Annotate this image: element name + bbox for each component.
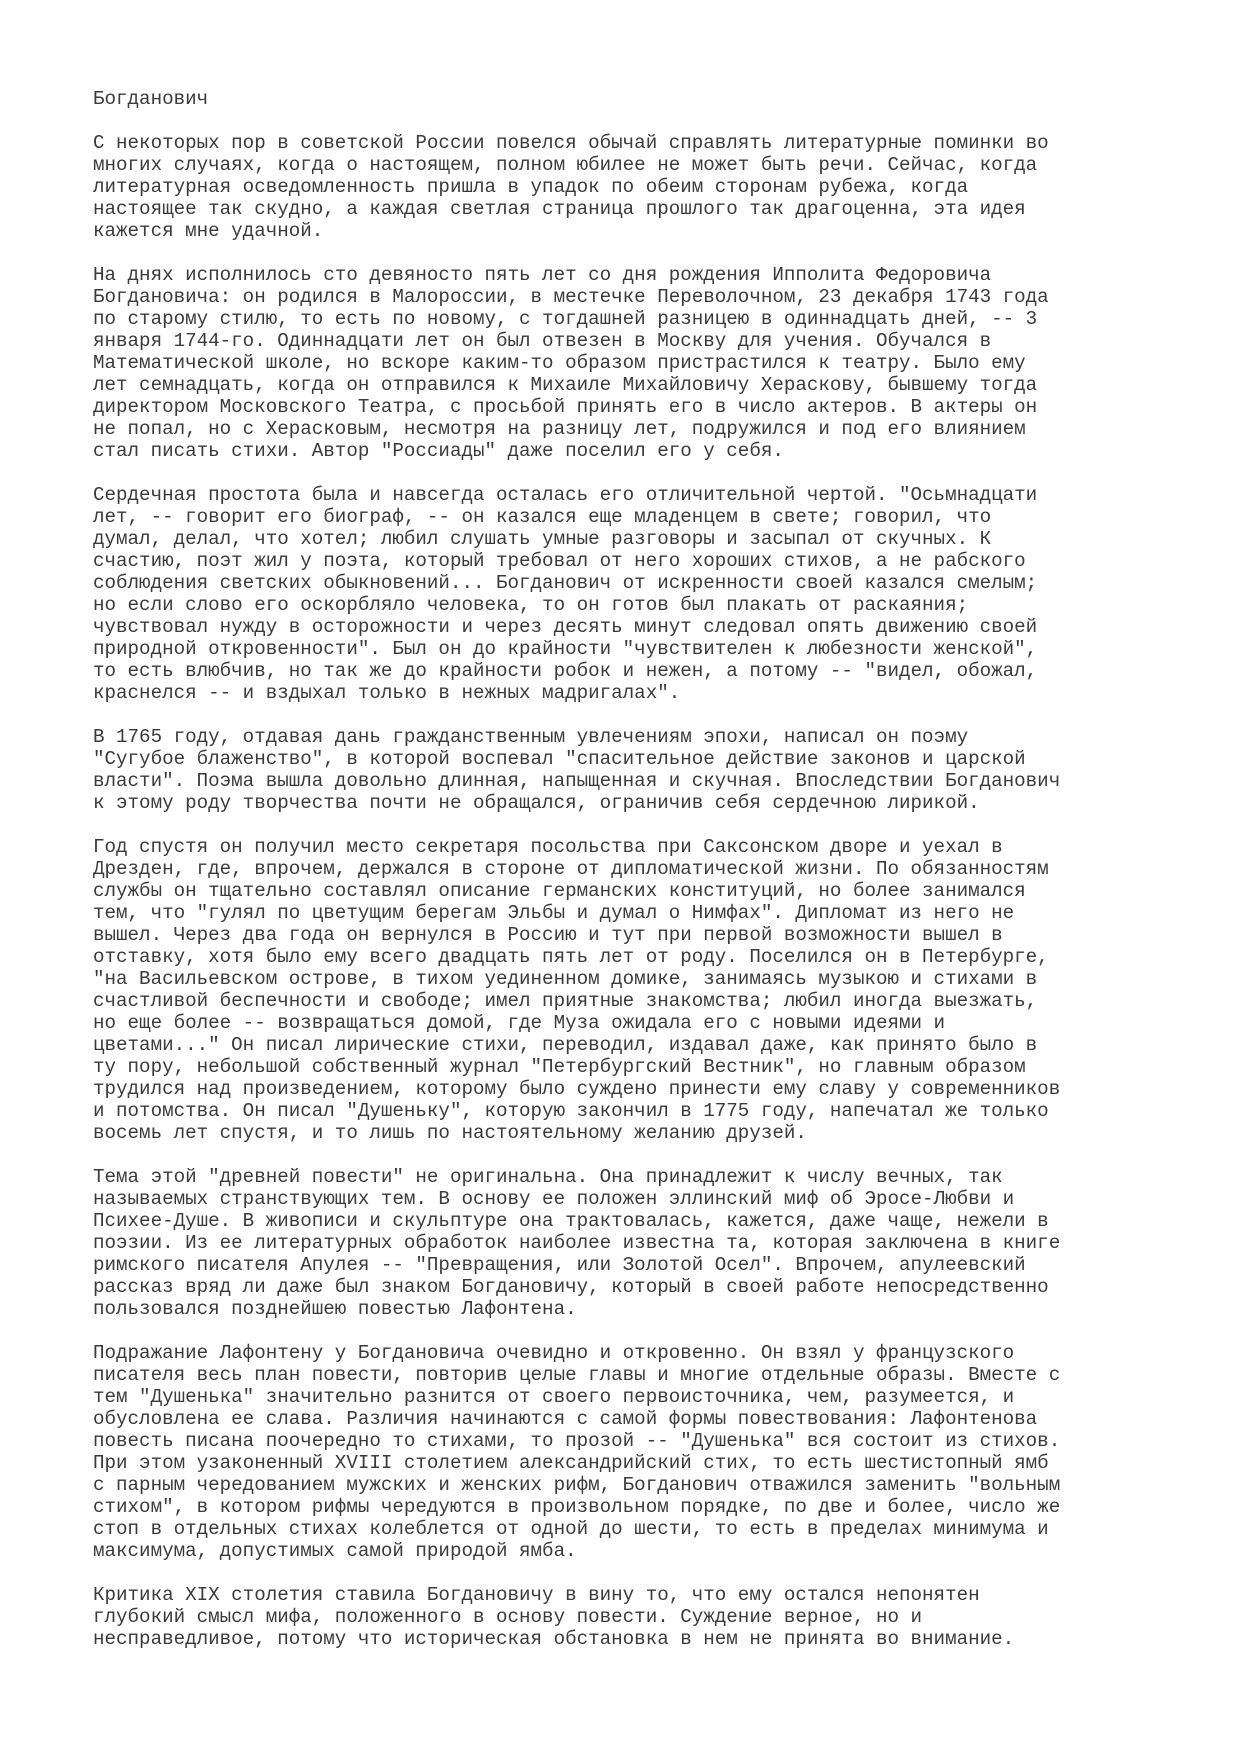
paragraph-2 (93, 264, 1233, 462)
paragraph-3 (93, 484, 1233, 704)
text-line: краснелся -- и вздыхал только в нежных мадригалах". (93, 682, 681, 704)
text-line: трудился над произведением, которому было суждено принести ему славу у современников (93, 1078, 1061, 1100)
text-line: несправедливое, потому что историческая обстановка в нем не принята во внимание. (93, 1628, 1015, 1650)
text-line: Критика XIX столетия ставила Богдановичу в вину то, что ему остался непонятен (93, 1584, 980, 1606)
text-line: Богдановича: он родился в Малороссии, в местечке Переволочном, 23 декабря 1743 года (93, 286, 1049, 308)
paragraph-1 (93, 132, 1233, 242)
text-line: глубокий смысл мифа, положенного в основу повести. Суждение верное, но и (93, 1606, 923, 1628)
document-body (93, 132, 1233, 1650)
text-line: тем "Душенька" значительно разнится от своего первоисточника, чем, разумеется, и (93, 1386, 1015, 1408)
text-line: но если слово его оскорбляло человека, то он готов был плакать от раскаяния; (93, 594, 969, 616)
text-line: Математической школе, но вскоре каким-то образом пристрастился к театру. Было ему (93, 352, 1026, 374)
text-line: соблюдения светских обыкновений... Богданович от искренности своей казался смелым; (93, 572, 1038, 594)
text-line: цветами..." Он писал лирические стихи, переводил, издавал даже, как принято было в (93, 1034, 1038, 1056)
text-line: лет семнадцать, когда он отправился к Михаиле Михайловичу Хераскову, бывшему тогда (93, 374, 1038, 396)
text-line: тем, что "гулял по цветущим берегам Эльбы и думал о Нимфах". Дипломат из него не (93, 902, 1015, 924)
text-line: кажется мне удачной. (93, 220, 324, 242)
text-line: к этому роду творчества почти не обращался, ограничив себя сердечною лирикой. (93, 792, 980, 814)
text-line: и потомства. Он писал "Душеньку", которую закончил в 1775 году, напечатал же только (93, 1100, 1049, 1122)
text-line: В 1765 году, отдавая дань гражданственным увлечениям эпохи, написал он поэму (93, 726, 969, 748)
text-line: повесть писана поочередно то стихами, то прозой -- "Душенька" вся состоит из стихов. (93, 1430, 1061, 1452)
text-line: римского писателя Апулея -- "Превращения, или Золотой Осел". Впрочем, апулеевский (93, 1254, 1026, 1276)
text-line: литературная осведомленность пришла в упадок по обеим сторонам рубежа, когда (93, 176, 969, 198)
text-line: Тема этой "древней повести" не оригинальна. Она принадлежит к числу вечных, так (93, 1166, 1003, 1188)
text-line: то есть влюбчив, но так же до крайности робок и нежен, а потому -- "видел, обожал, (93, 660, 1038, 682)
text-line: восемь лет спустя, и то лишь по настоятельному желанию друзей. (93, 1122, 807, 1144)
text-line: При этом узаконенный XVIII столетием александрийский стих, то есть шестистопный ямб (93, 1452, 1049, 1474)
text-line: стал писать стихи. Автор "Россиады" даже поселил его у себя. (93, 440, 784, 462)
text-line: директором Московского Театра, с просьбой принять его в число актеров. В актеры он (93, 396, 1038, 418)
text-line: "Сугубое блаженство", в которой воспевал "спасительное действие законов и царской (93, 748, 1026, 770)
text-line: С некоторых пор в советской России повелся обычай справлять литературные поминки во (93, 132, 1049, 154)
text-line: чувствовал нужду в осторожности и через десять минут следовал опять движению своей (93, 616, 1038, 638)
text-line: лет, -- говорит его биограф, -- он казался еще младенцем в свете; говорил, что (93, 506, 992, 528)
text-line: настоящее так скудно, а каждая светлая страница прошлого так драгоценна, эта идея (93, 198, 1026, 220)
paragraph-6 (93, 1166, 1233, 1320)
text-line: думал, делал, что хотел; любил слушать умные разговоры и засыпал от скучных. К (93, 528, 992, 550)
text-line: обусловлена ее слава. Различия начинаются с самой формы повествования: Лафонтенова (93, 1408, 1038, 1430)
text-line: стихом", в котором рифмы чередуются в произвольном порядке, по две и более, число же (93, 1496, 1061, 1518)
text-line: власти". Поэма вышла довольно длинная, напыщенная и скучная. Впоследствии Богданович (93, 770, 1061, 792)
text-line: называемых странствующих тем. В основу ее положен эллинский миф об Эросе-Любви и (93, 1188, 1015, 1210)
text-line: Подражание Лафонтену у Богдановича очевидно и откровенно. Он взял у французского (93, 1342, 1015, 1364)
text-line: Дрезден, где, впрочем, держался в стороне от дипломатической жизни. По обязанностям (93, 858, 1049, 880)
text-line: поэзии. Из ее литературных обработок наиболее известна та, которая заключена в книге (93, 1232, 1061, 1254)
text-line: природной откровенности". Был он до крайности "чувствителен к любезности женской", (93, 638, 1038, 660)
text-line: службы он тщательно составлял описание германских конституций, но более занимался (93, 880, 1026, 902)
text-line: На днях исполнилось сто девяносто пять лет со дня рождения Ипполита Федоровича (93, 264, 992, 286)
text-line: писателя весь план повести, повторив целые главы и многие отдельные образы. Вместе с (93, 1364, 1061, 1386)
paragraph-5 (93, 836, 1233, 1144)
text-line: вышел. Через два года он вернулся в Россию и тут при первой возможности вышел в (93, 924, 1003, 946)
text-line: рассказ вряд ли даже был знаком Богдановичу, который в своей работе непосредственно (93, 1276, 1049, 1298)
text-line: многих случаях, когда о настоящем, полном юбилее не может быть речи. Сейчас, когда (93, 154, 1038, 176)
text-line: пользовался позднейшею повестью Лафонтена. (93, 1298, 577, 1320)
text-line: не попал, но с Херасковым, несмотря на разницу лет, подружился и под его влиянием (93, 418, 1026, 440)
text-line: счастливой беспечности и свободе; имел приятные знакомства; любил иногда выезжать, (93, 990, 1038, 1012)
text-line: Год спустя он получил место секретаря посольства при Саксонском дворе и уехал в (93, 836, 1003, 858)
text-line: стоп в отдельных стихах колеблется от одной до шести, то есть в пределах минимума и (93, 1518, 1049, 1540)
paragraph-7 (93, 1342, 1233, 1562)
paragraph-4 (93, 726, 1233, 814)
text-line: отставку, хотя было ему всего двадцать пять лет от роду. Поселился он в Петербурге, (93, 946, 1049, 968)
document-page (93, 88, 1233, 1672)
text-line: по старому стилю, то есть по новому, с тогдашней разницею в одиннадцать дней, -- 3 (93, 308, 1038, 330)
text-line: счастию, поэт жил у поэта, который требовал от него хороших стихов, а не рабского (93, 550, 1026, 572)
text-line: но еще более -- возвращаться домой, где Муза ожидала его с новыми идеями и (93, 1012, 946, 1034)
text-line: "на Васильевском острове, в тихом уединенном домике, занимаясь музыкою и стихами в (93, 968, 1038, 990)
text-line: с парным чередованием мужских и женских рифм, Богданович отважился заменить "вольным (93, 1474, 1061, 1496)
text-line: Сердечная простота была и навсегда осталась его отличительной чертой. "Осьмнадцати (93, 484, 1038, 506)
text-line: максимума, допустимых самой природой ямба. (93, 1540, 577, 1562)
text-line: Психее-Душе. В живописи и скульптуре она трактовалась, кажется, даже чаще, нежели в (93, 1210, 1049, 1232)
text-line: ту пору, небольшой собственный журнал "Петербургский Вестник", но главным образом (93, 1056, 1026, 1078)
document-title: Богданович (93, 88, 209, 110)
text-line: января 1744-го. Одиннадцати лет он был отвезен в Москву для учения. Обучался в (93, 330, 992, 352)
paragraph-8 (93, 1584, 1233, 1650)
